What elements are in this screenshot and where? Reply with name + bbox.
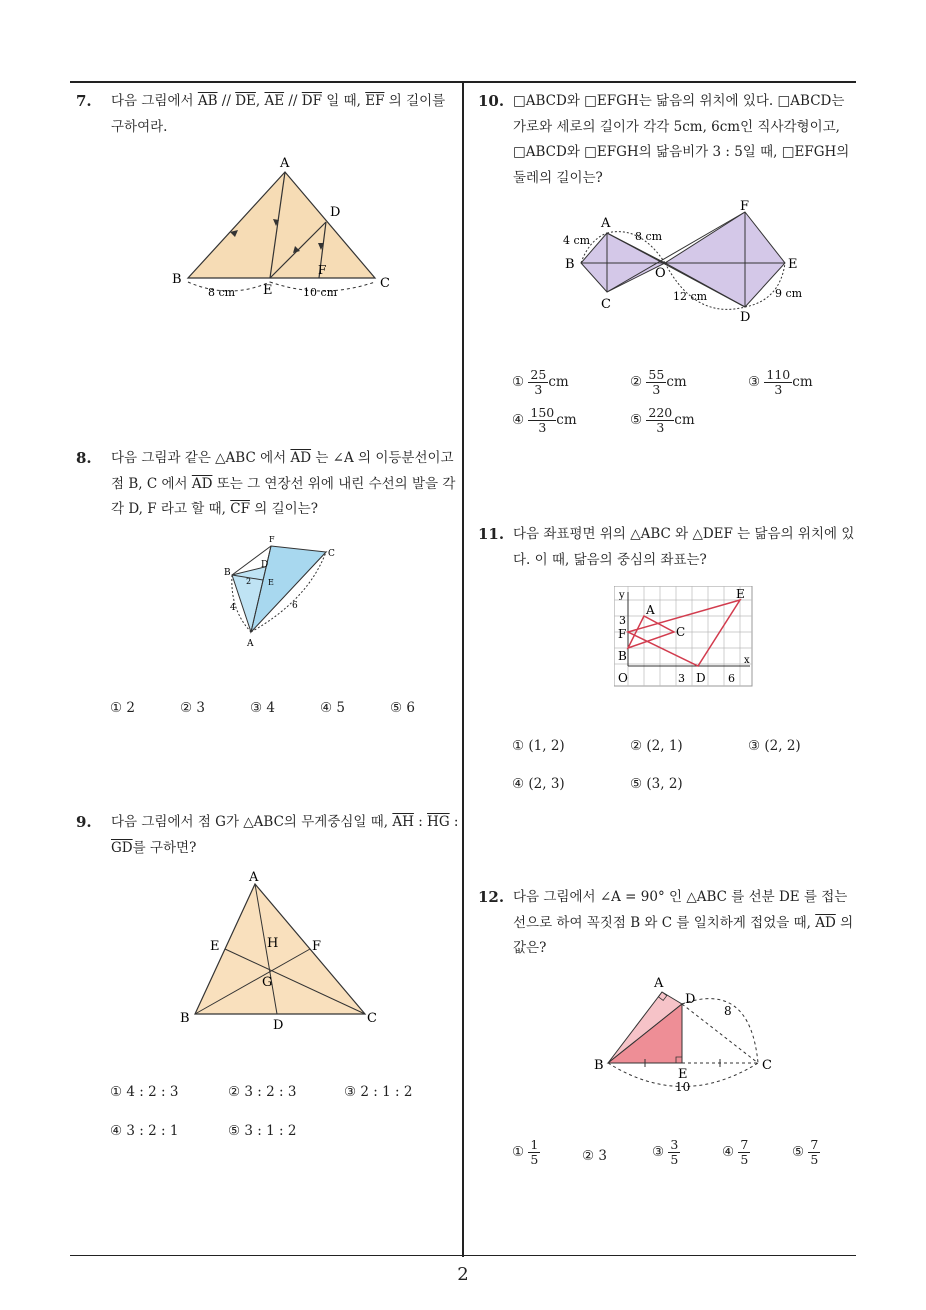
- label-c: C: [676, 625, 686, 639]
- length-ab: 4: [230, 603, 236, 613]
- label-a: A: [280, 156, 290, 171]
- question-number: 8.: [76, 449, 92, 467]
- choice-3[interactable]: ③ $\frac{3}{5}$: [652, 1137, 679, 1167]
- label-b: B: [618, 649, 627, 663]
- bottom-rule: [70, 1255, 856, 1256]
- choice-1[interactable]: ① (1, 2): [512, 738, 565, 754]
- length-ac: 6: [292, 601, 298, 611]
- label-c: C: [367, 1011, 377, 1026]
- question-text: 다음 그림과 같은 △ABC 에서 $\overline{AD}$ 는 ∠A 의 이등분선이고 점 B, C 에서 $\overline{AD}$ 또는 그 연장선 위에 내린 수선의 발을 각각 D, F 라고 할 때, $\overline{CF}$ 의 길이는?: [111, 450, 456, 517]
- label-b: B: [594, 1058, 604, 1073]
- label-c: C: [762, 1058, 772, 1073]
- choice-2[interactable]: ② (2, 1): [630, 738, 683, 754]
- figure-q9-centroid: [175, 870, 385, 1035]
- label-f: F: [740, 200, 750, 214]
- label-e: E: [210, 939, 220, 954]
- figure-q8-triangle: [218, 530, 348, 655]
- label-d: D: [740, 310, 751, 325]
- choice-2[interactable]: ② $\frac{55}{3}$ cm: [630, 367, 687, 397]
- choice-1[interactable]: ① 2: [110, 700, 135, 716]
- label-d: D: [261, 560, 269, 570]
- question-number: 7.: [76, 92, 92, 110]
- label-origin: O: [618, 671, 628, 685]
- question-7: [76, 89, 460, 140]
- choice-4[interactable]: ④ (2, 3): [512, 776, 565, 792]
- label-e: E: [263, 283, 273, 298]
- choice-5[interactable]: ⑤ (3, 2): [630, 776, 683, 792]
- label-f: F: [312, 939, 322, 954]
- label-e: E: [268, 578, 274, 587]
- question-8: [76, 446, 460, 523]
- label-c: C: [328, 549, 335, 559]
- label-d: D: [696, 671, 706, 685]
- label-f: F: [269, 535, 275, 544]
- choice-2[interactable]: ② 3 : 2 : 3: [228, 1084, 297, 1100]
- axis-y-label: y: [619, 590, 625, 601]
- length-ao: 8 cm: [635, 230, 663, 243]
- question-number: 12.: [478, 888, 505, 906]
- figure-q12-fold: [590, 970, 780, 1095]
- figure-q11-coordinate-plane: [614, 586, 754, 688]
- question-number: 11.: [478, 525, 505, 543]
- question-number: 9.: [76, 813, 92, 831]
- length-be: 2: [246, 577, 252, 586]
- choice-4[interactable]: ④ 5: [320, 700, 345, 716]
- label-b: B: [172, 272, 182, 287]
- length-od: 12 cm: [673, 290, 708, 303]
- label-d: D: [685, 992, 696, 1007]
- length-ec: 10 cm: [303, 286, 338, 299]
- label-a: A: [249, 870, 259, 885]
- tick-x-3: 3: [678, 672, 685, 685]
- length-bc: 10: [675, 1080, 691, 1094]
- label-b: B: [565, 257, 575, 272]
- choice-3[interactable]: ③ (2, 2): [748, 738, 801, 754]
- choice-5[interactable]: ⑤ $\frac{7}{5}$: [792, 1137, 819, 1167]
- choice-4[interactable]: ④ $\frac{7}{5}$: [722, 1137, 749, 1167]
- choice-5[interactable]: ⑤ 6: [390, 700, 415, 716]
- label-d: D: [273, 1018, 284, 1033]
- question-text: □ABCD와 □EFGH는 닮음의 위치에 있다. □ABCD는 가로와 세로의 길이가 각각 5cm, 6cm인 직사각형이고, □ABCD와 □EFGH의 닮음비가 3 : 5일 때, □EFGH의 둘레의 길이는?: [513, 93, 850, 186]
- figure-q10-similar-quads: [555, 200, 815, 325]
- choice-5[interactable]: ⑤ 3 : 1 : 2: [228, 1123, 297, 1139]
- label-a: A: [646, 603, 655, 617]
- label-e: E: [788, 257, 798, 272]
- question-11: [478, 522, 860, 573]
- label-a: A: [247, 639, 254, 649]
- question-text: 다음 그림에서 ∠A = 90° 인 △ABC 를 선분 DE 를 접는 선으로 하여 꼭짓점 B 와 C 를 일치하게 접었을 때, $\overline{AD}$ 의 값은?: [513, 889, 854, 956]
- question-text: 다음 그림에서 점 G가 △ABC의 무게중심일 때, $\overline{AH}$ : $\overline{HG}$ : $\overline{GD}$를 구하면?: [111, 814, 459, 856]
- label-g: G: [262, 975, 273, 990]
- choice-4[interactable]: ④ $\frac{150}{3}$ cm: [512, 405, 577, 435]
- label-o: O: [655, 266, 666, 281]
- question-10: [478, 89, 860, 191]
- choice-5[interactable]: ⑤ $\frac{220}{3}$ cm: [630, 405, 695, 435]
- choice-3[interactable]: ③ 2 : 1 : 2: [344, 1084, 413, 1100]
- choice-1[interactable]: ① 4 : 2 : 3: [110, 1084, 179, 1100]
- question-text: 다음 그림에서 $\overline{AB} // \overline{DE}$, $\overline{AE} // \overline{DF}$ 일 때, $\overline{EF}$ 의 길이를 구하여라.: [111, 93, 446, 135]
- label-a: A: [601, 216, 611, 231]
- length-dc: 8: [724, 1004, 732, 1018]
- page-number: 2: [457, 1264, 469, 1285]
- column-divider: [462, 82, 464, 1257]
- axis-x-label: x: [744, 655, 750, 666]
- label-f: F: [618, 627, 627, 641]
- label-a: A: [654, 976, 664, 991]
- choice-2[interactable]: ② 3: [582, 1148, 607, 1164]
- question-12: [478, 885, 860, 962]
- label-f: F: [318, 263, 327, 277]
- length-be: 8 cm: [208, 286, 236, 299]
- label-b: B: [224, 568, 231, 578]
- label-e: E: [678, 1067, 688, 1082]
- choice-2[interactable]: ② 3: [180, 700, 205, 716]
- label-b: B: [180, 1011, 190, 1026]
- label-c: C: [380, 276, 390, 291]
- figure-q7-triangle: [160, 150, 400, 310]
- tick-y-3: 3: [619, 614, 626, 627]
- label-e: E: [736, 587, 745, 601]
- choice-3[interactable]: ③ $\frac{110}{3}$ cm: [748, 367, 813, 397]
- question-text: 다음 좌표평면 위의 △ABC 와 △DEF 는 닮음의 위치에 있다. 이 때, 닮음의 중심의 좌표는?: [513, 526, 855, 568]
- tick-x-6: 6: [728, 672, 735, 685]
- choice-4[interactable]: ④ 3 : 2 : 1: [110, 1123, 179, 1139]
- length-de: 9 cm: [775, 287, 803, 300]
- label-c: C: [601, 297, 611, 312]
- question-9: [76, 810, 460, 861]
- choice-1[interactable]: ① $\frac{1}{5}$: [512, 1137, 539, 1167]
- label-h: H: [267, 936, 279, 951]
- length-ab: 4 cm: [563, 234, 591, 247]
- choice-3[interactable]: ③ 4: [250, 700, 275, 716]
- question-number: 10.: [478, 92, 505, 110]
- choice-1[interactable]: ① $\frac{25}{3}$ cm: [512, 367, 569, 397]
- label-d: D: [330, 205, 341, 220]
